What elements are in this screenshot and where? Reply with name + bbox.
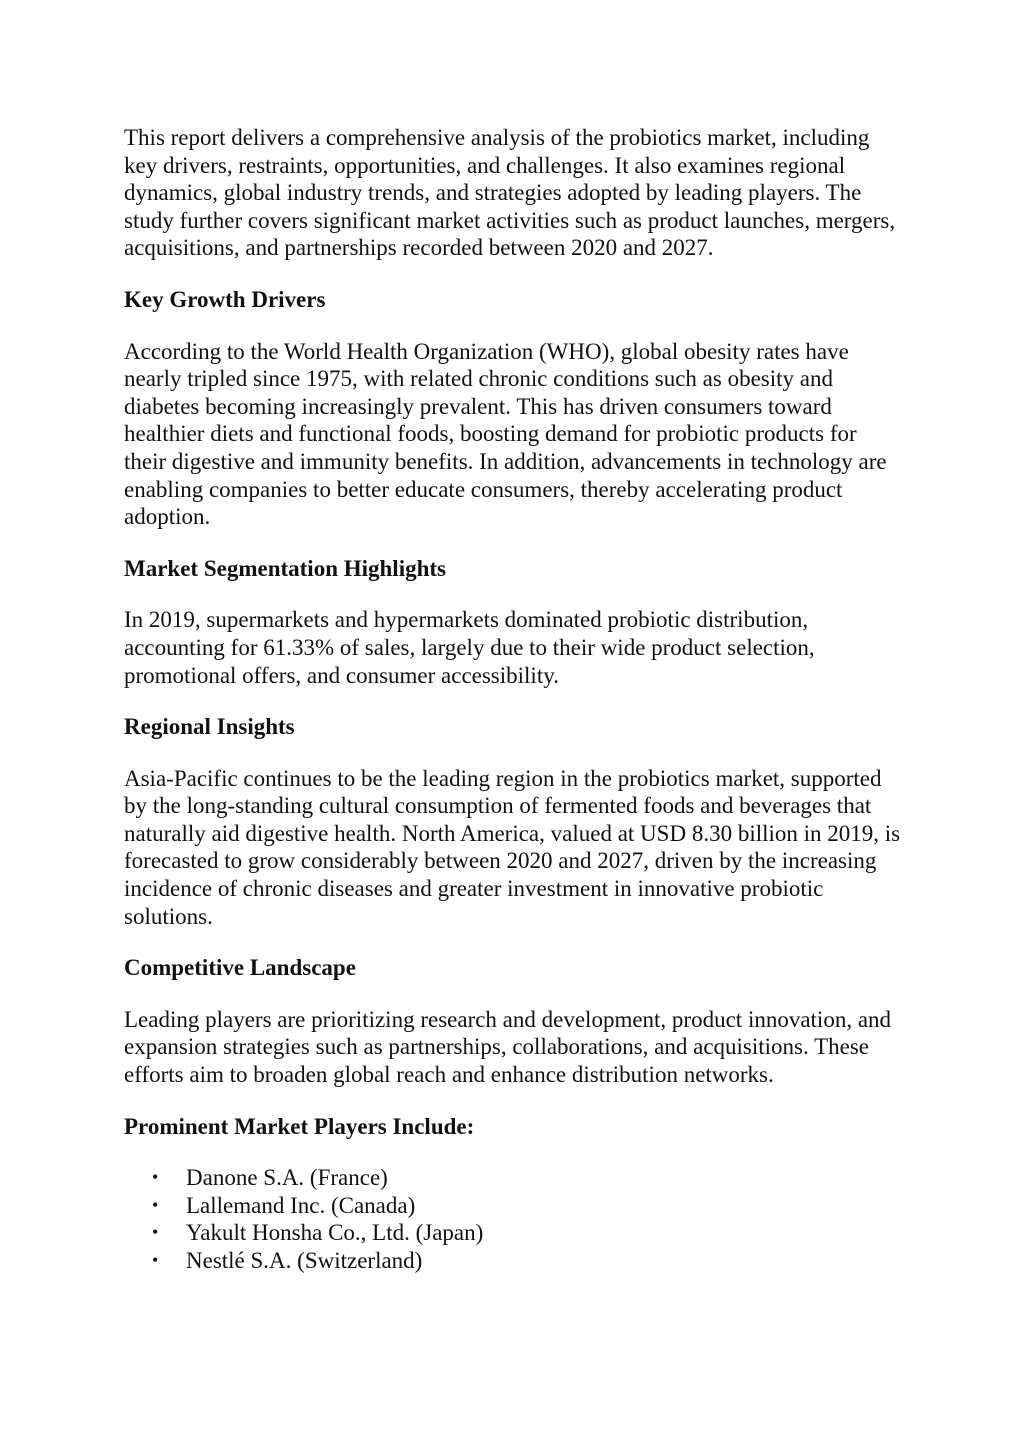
document-page	[124, 124, 904, 1275]
list-item	[152, 1164, 904, 1192]
heading-market-segmentation: Market Segmentation Highlights	[124, 555, 446, 581]
heading-regional-insights: Regional Insights	[124, 714, 295, 740]
heading-competitive-landscape: Competitive Landscape	[124, 955, 356, 981]
bullet-icon: •	[152, 1250, 159, 1270]
player-name: Lallemand Inc. (Canada)	[186, 1192, 416, 1218]
paragraph-competitive-landscape: Leading players are prioritizing research and development, product innovation, and expansion strategies such as partnerships, collaborations, and acquisitions. These efforts aim to broaden global reach and enhance distribution networks.	[124, 1006, 892, 1088]
heading-market-players: Prominent Market Players Include:	[124, 1113, 475, 1139]
heading-key-growth-drivers: Key Growth Drivers	[124, 286, 326, 312]
list-item	[152, 1219, 904, 1247]
list-item	[152, 1247, 904, 1275]
paragraph-market-segmentation: In 2019, supermarkets and hypermarkets dominated probiotic distribution, accounting for 61.33% of sales, largely due to their wide product selection, promotional offers, and consumer accessibility.	[124, 607, 815, 688]
intro-paragraph: This report delivers a comprehensive analysis of the probiotics market, including key drivers, restraints, opportunities, and challenges. It also examines regional dynamics, global industry trends, and strategies adopted by leading players. The study further covers significant market activities such as product launches, mergers, acquisitions, and partnerships recorded between 2020 and 2027.	[124, 125, 896, 261]
paragraph-regional-insights: Asia-Pacific continues to be the leading region in the probiotics market, supported by the long-standing cultural consumption of fermented foods and beverages that naturally aid digestive health. North America, valued at USD 8.30 billion in 2019, is forecasted to grow considerably between 2020 and 2027, driven by the increasing incidence of chronic diseases and greater investment in innovative probiotic solutions.	[124, 765, 901, 929]
list-item	[152, 1192, 904, 1220]
bullet-icon: •	[152, 1194, 159, 1215]
bullet-icon: •	[152, 1222, 159, 1243]
player-name: Yakult Honsha Co., Ltd. (Japan)	[186, 1220, 484, 1246]
player-name: Danone S.A. (France)	[186, 1165, 388, 1191]
player-name: Nestlé S.A. (Switzerland)	[186, 1248, 423, 1273]
bullet-icon: •	[152, 1167, 159, 1188]
paragraph-key-growth-drivers: According to the World Health Organization (WHO), global obesity rates have nearly tripled since 1975, with related chronic conditions such as obesity and diabetes becoming increasingly prevalent. This has driven consumers toward healthier diets and functional foods, boosting demand for probiotic products for their digestive and immunity benefits. In addition, advancements in technology are enabling companies to better educate consumers, thereby accelerating product adoption.	[124, 338, 887, 530]
market-players-list	[124, 1164, 904, 1274]
